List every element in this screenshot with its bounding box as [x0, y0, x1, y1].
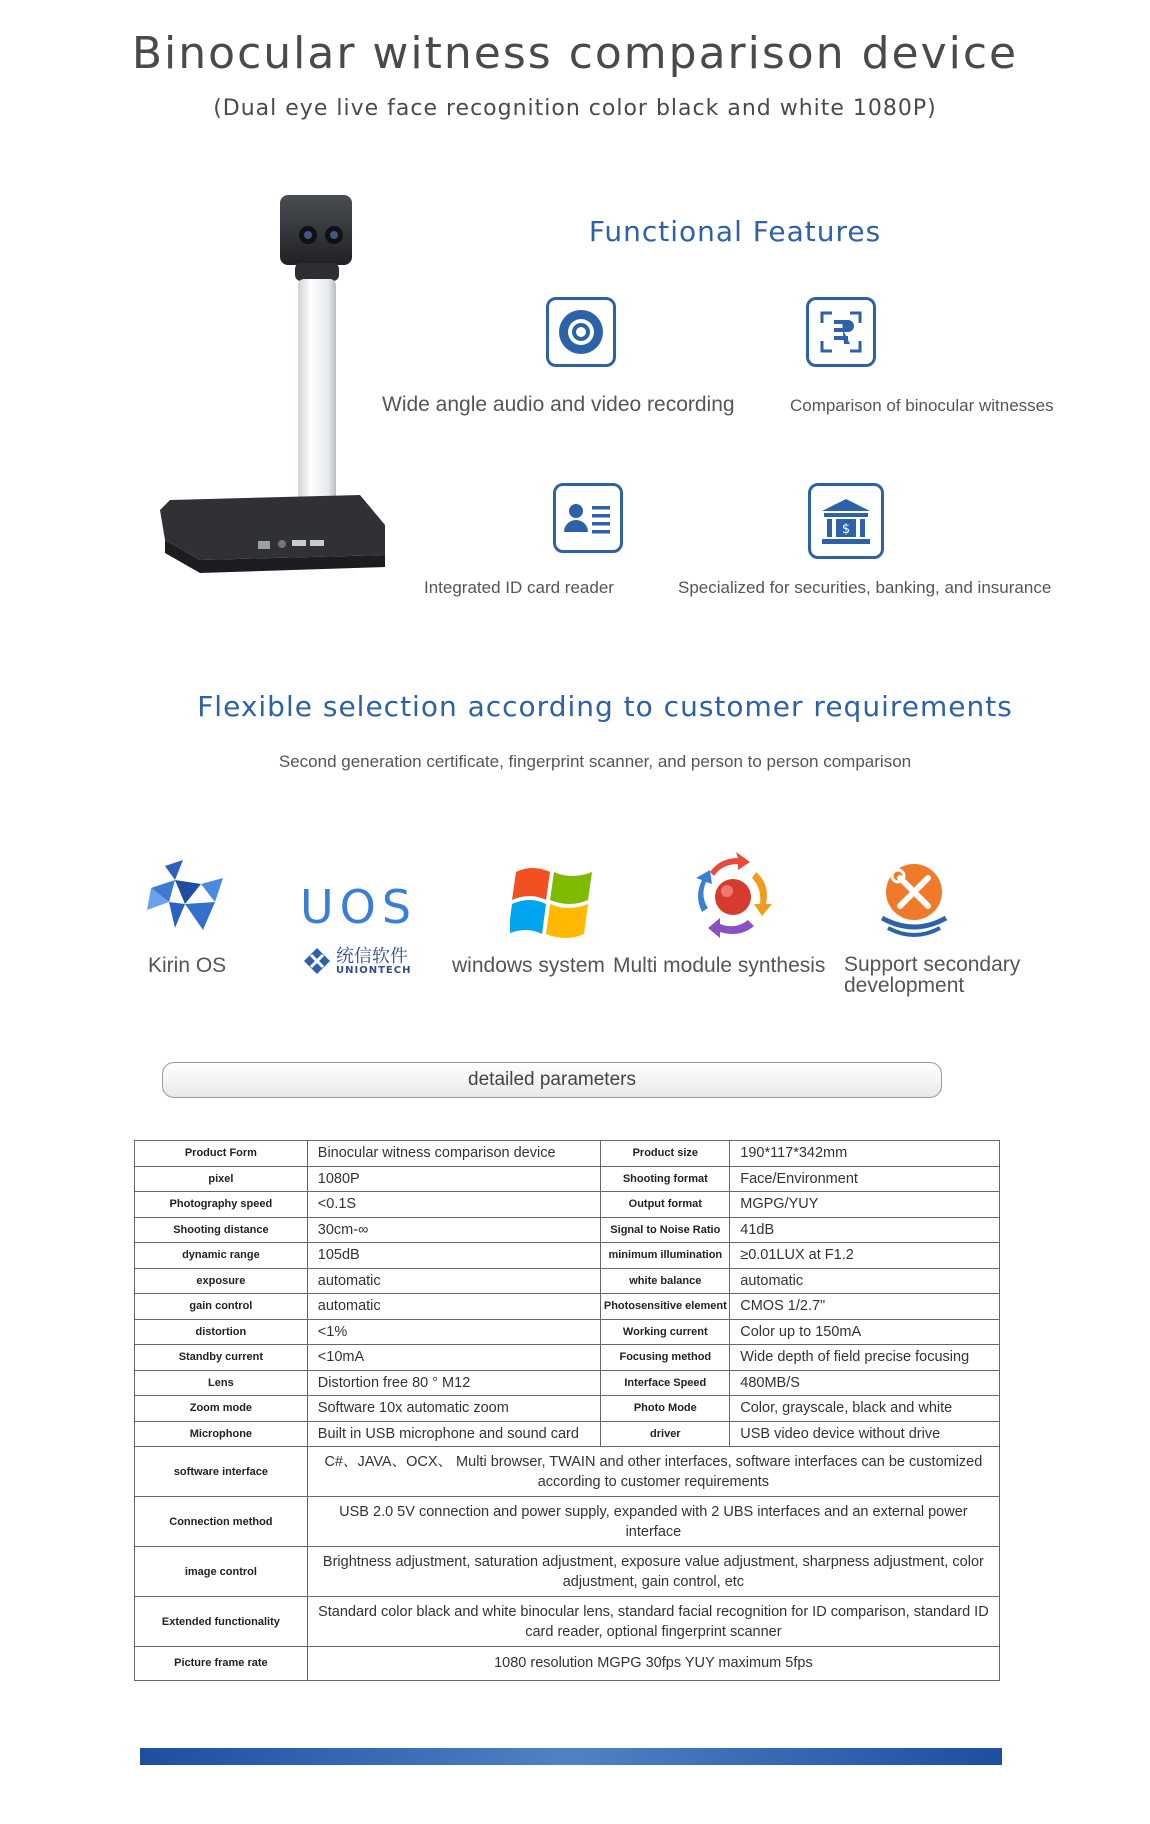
os-label: Kirin OS	[148, 954, 227, 977]
param-key: image control	[135, 1547, 308, 1597]
param-key: Photosensitive element	[601, 1294, 730, 1320]
os-label-line: development	[844, 974, 965, 997]
param-key: Focusing method	[601, 1345, 730, 1371]
param-value: Distortion free 80 ° M12	[307, 1370, 601, 1396]
features-title: Functional Features	[588, 215, 882, 248]
device-illustration	[160, 195, 400, 625]
param-value: 105dB	[307, 1243, 601, 1269]
page-title: Binocular witness comparison device	[131, 28, 1019, 79]
param-key: dynamic range	[135, 1243, 308, 1269]
camera-lens-icon	[546, 297, 616, 367]
param-key: software interface	[135, 1447, 308, 1497]
param-key: Output format	[601, 1192, 730, 1218]
feature-label: Integrated ID card reader	[424, 578, 614, 597]
param-key: distortion	[135, 1319, 308, 1345]
param-value: Face/Environment	[730, 1166, 1000, 1192]
table-row	[135, 1166, 1000, 1192]
param-value: automatic	[730, 1268, 1000, 1294]
param-value: 1080 resolution MGPG 30fps YUY maximum 5fps	[307, 1647, 999, 1681]
multi-module-icon	[692, 852, 774, 938]
table-row	[135, 1370, 1000, 1396]
table-row	[135, 1294, 1000, 1320]
param-key: Picture frame rate	[135, 1647, 308, 1681]
uos-logo-icon: UOS	[300, 880, 418, 934]
table-row	[135, 1647, 1000, 1681]
param-key: Signal to Noise Ratio	[601, 1217, 730, 1243]
param-value: Software 10x automatic zoom	[307, 1396, 601, 1422]
param-key: Photography speed	[135, 1192, 308, 1218]
os-label: Multi module synthesis	[613, 954, 826, 977]
param-value: 30cm-∞	[307, 1217, 601, 1243]
param-key: Shooting format	[601, 1166, 730, 1192]
table-row	[135, 1141, 1000, 1167]
table-row	[135, 1421, 1000, 1447]
table-row	[135, 1396, 1000, 1422]
param-key: Interface Speed	[601, 1370, 730, 1396]
param-key: Standby current	[135, 1345, 308, 1371]
param-value: Built in USB microphone and sound card	[307, 1421, 601, 1447]
parameters-table	[134, 1140, 1000, 1681]
param-value: Color, grayscale, black and white	[730, 1396, 1000, 1422]
parameters-heading: detailed parameters	[162, 1062, 942, 1098]
param-key: Product size	[601, 1141, 730, 1167]
os-label: windows system	[452, 954, 605, 977]
param-value: 190*117*342mm	[730, 1141, 1000, 1167]
kirin-logo-icon	[145, 858, 227, 940]
param-value: C#、JAVA、OCX、 Multi browser, TWAIN and other interfaces, software interfaces can be customized according to customer requirements	[307, 1447, 999, 1497]
footer-bar	[140, 1748, 1002, 1765]
table-row	[135, 1268, 1000, 1294]
param-value: 41dB	[730, 1217, 1000, 1243]
param-key: white balance	[601, 1268, 730, 1294]
param-key: Photo Mode	[601, 1396, 730, 1422]
feature-label: Comparison of binocular witnesses	[790, 396, 1054, 415]
param-key: Extended functionality	[135, 1597, 308, 1647]
windows-logo-icon	[510, 862, 594, 942]
table-row	[135, 1217, 1000, 1243]
tools-globe-icon	[872, 858, 956, 942]
param-value: ≥0.01LUX at F1.2	[730, 1243, 1000, 1269]
param-value: automatic	[307, 1268, 601, 1294]
param-value: USB video device without drive	[730, 1421, 1000, 1447]
param-key: Shooting distance	[135, 1217, 308, 1243]
table-row	[135, 1243, 1000, 1269]
table-row	[135, 1597, 1000, 1647]
param-key: Microphone	[135, 1421, 308, 1447]
param-value: 480MB/S	[730, 1370, 1000, 1396]
svg-text:$: $	[841, 522, 851, 537]
param-value: Binocular witness comparison device	[307, 1141, 601, 1167]
param-value: <1%	[307, 1319, 601, 1345]
param-value: Wide depth of field precise focusing	[730, 1345, 1000, 1371]
feature-label: Wide angle audio and video recording	[382, 393, 735, 416]
param-key: exposure	[135, 1268, 308, 1294]
param-value: <0.1S	[307, 1192, 601, 1218]
param-value: CMOS 1/2.7"	[730, 1294, 1000, 1320]
table-row	[135, 1547, 1000, 1597]
param-key: pixel	[135, 1166, 308, 1192]
bank-icon	[808, 483, 884, 559]
param-key: Working current	[601, 1319, 730, 1345]
flexible-title: Flexible selection according to customer requirements	[197, 690, 1013, 723]
table-row	[135, 1447, 1000, 1497]
param-value: <10mA	[307, 1345, 601, 1371]
param-key: Connection method	[135, 1497, 308, 1547]
param-value: Standard color black and white binocular lens, standard facial recognition for ID comparison, standard ID card reader, optional fingerprint scanner	[307, 1597, 999, 1647]
face-scan-icon	[806, 297, 876, 367]
param-key: Zoom mode	[135, 1396, 308, 1422]
id-card-icon	[553, 483, 623, 553]
table-row	[135, 1497, 1000, 1547]
param-value: automatic	[307, 1294, 601, 1320]
param-value: Color up to 150mA	[730, 1319, 1000, 1345]
uniontech-en-name: UNIONTECH	[336, 965, 412, 976]
param-key: minimum illumination	[601, 1243, 730, 1269]
param-key: Lens	[135, 1370, 308, 1396]
table-row	[135, 1345, 1000, 1371]
uniontech-logo-icon	[302, 946, 332, 976]
uniontech-cn-name: 统信软件	[336, 946, 408, 967]
param-value: MGPG/YUY	[730, 1192, 1000, 1218]
param-value: 1080P	[307, 1166, 601, 1192]
support-dev-label	[844, 954, 1020, 996]
flexible-subtitle: Second generation certificate, fingerprint scanner, and person to person comparison	[278, 752, 912, 771]
param-value: USB 2.0 5V connection and power supply, expanded with 2 UBS interfaces and an external power interface	[307, 1497, 999, 1547]
os-label-line: Support secondary	[844, 953, 1021, 976]
table-row	[135, 1319, 1000, 1345]
param-key: gain control	[135, 1294, 308, 1320]
param-value: Brightness adjustment, saturation adjustment, exposure value adjustment, sharpness adjustment, color adjustment, gain control, etc	[307, 1547, 999, 1597]
param-key: Product Form	[135, 1141, 308, 1167]
table-row	[135, 1192, 1000, 1218]
page-subtitle: (Dual eye live face recognition color black and white 1080P)	[213, 96, 937, 121]
feature-label: Specialized for securities, banking, and insurance	[678, 578, 1052, 597]
param-key: driver	[601, 1421, 730, 1447]
